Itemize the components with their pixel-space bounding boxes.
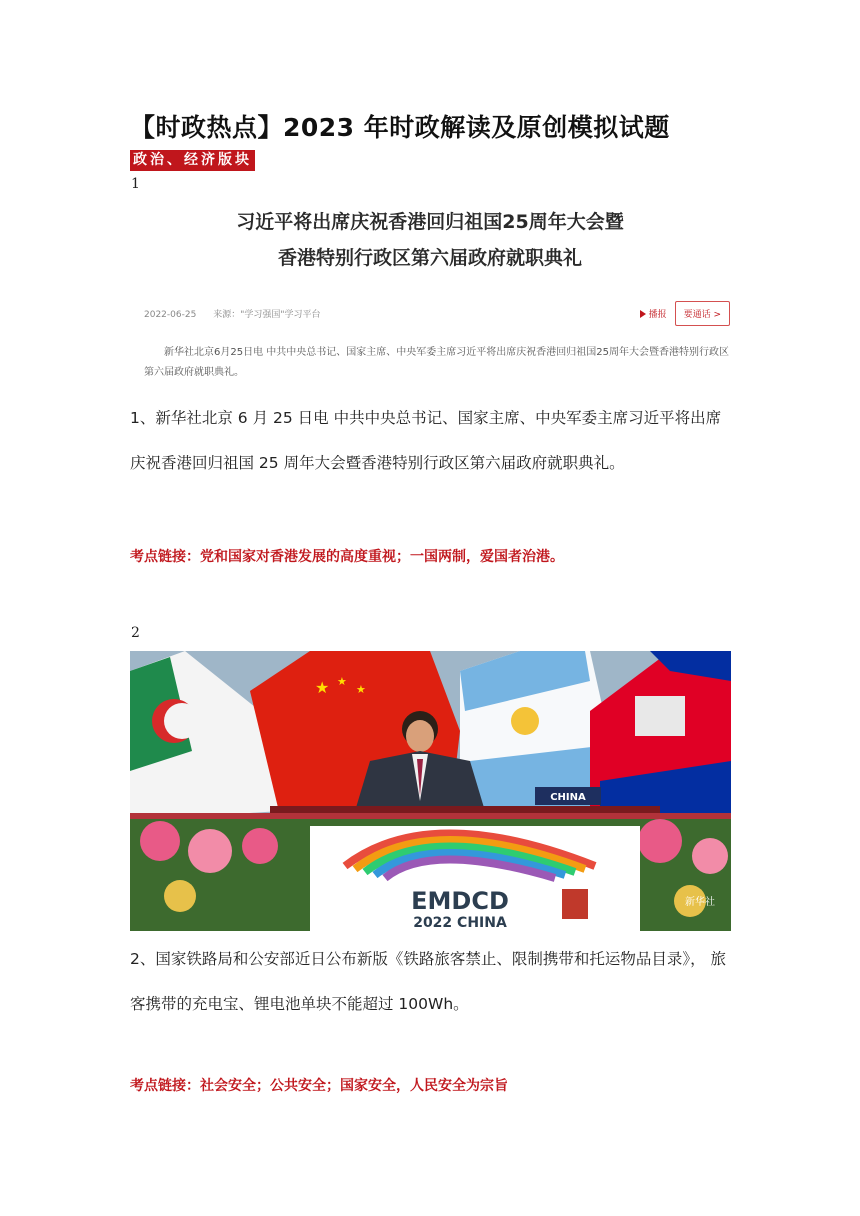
news-screenshot [130, 193, 730, 389]
svg-text:★: ★ [356, 683, 366, 696]
item2-text: 2、国家铁路局和公安部近日公布新版《铁路旅客禁止、限制携带和托运物品目录》， 旅客携带的充电宝、锂电池单块不能超过 100Wh。 [130, 950, 727, 1013]
nameplate-text: CHINA [550, 792, 586, 803]
banner-line1: EMDCD [411, 887, 509, 915]
screenshot-tools [640, 301, 730, 326]
screenshot-action-label: 要通话 > [683, 310, 721, 320]
item2-link: 考点链接：社会安全；公共安全；国家安全，人民安全为宗旨 [130, 1078, 508, 1094]
play-button[interactable] [640, 307, 667, 320]
item1-text: 1、新华社北京 6 月 25 日电 中共中央总书记、国家主席、中央军委主席习近平将出席庆祝香港回归祖国 25 周年大会暨香港特别行政区第六届政府就职典礼。 [130, 409, 722, 472]
screenshot-headline-line2: 香港特别行政区第六届政府就职典礼 [277, 247, 582, 269]
screenshot-action-button[interactable] [675, 301, 730, 326]
item-number-2: 2 [131, 625, 140, 641]
play-label: 播报 [648, 310, 667, 320]
page-title: 【时政热点】2023 年时政解读及原创模拟试题 [130, 113, 670, 142]
screenshot-headline-line1: 习近平将出席庆祝香港回归祖国25周年大会暨 [236, 211, 624, 233]
screenshot-source: 来源："学习强国"学习平台 [213, 310, 321, 320]
section-tag: 政治、经济版块 [130, 150, 255, 171]
screenshot-body: 新华社北京6月25日电 中共中央总书记、国家主席、中央军委主席习近平将出席庆祝香港回归祖国25周年大会暨香港特别行政区第六届政府就职典礼。 [144, 347, 729, 378]
event-photo-svg [130, 651, 731, 931]
photo-watermark: 新华社 [685, 897, 715, 908]
screenshot-date: 2022-06-25 [144, 310, 197, 320]
item-number-1: 1 [131, 176, 140, 192]
event-photo [130, 651, 731, 931]
svg-text:★: ★ [315, 678, 330, 697]
banner-line2: 2022 CHINA [413, 915, 507, 931]
svg-text:★: ★ [337, 675, 347, 688]
screenshot-meta [144, 307, 334, 320]
item1-link: 考点链接：党和国家对香港发展的高度重视；一国两制，爱国者治港。 [130, 549, 564, 565]
play-icon [640, 310, 646, 318]
